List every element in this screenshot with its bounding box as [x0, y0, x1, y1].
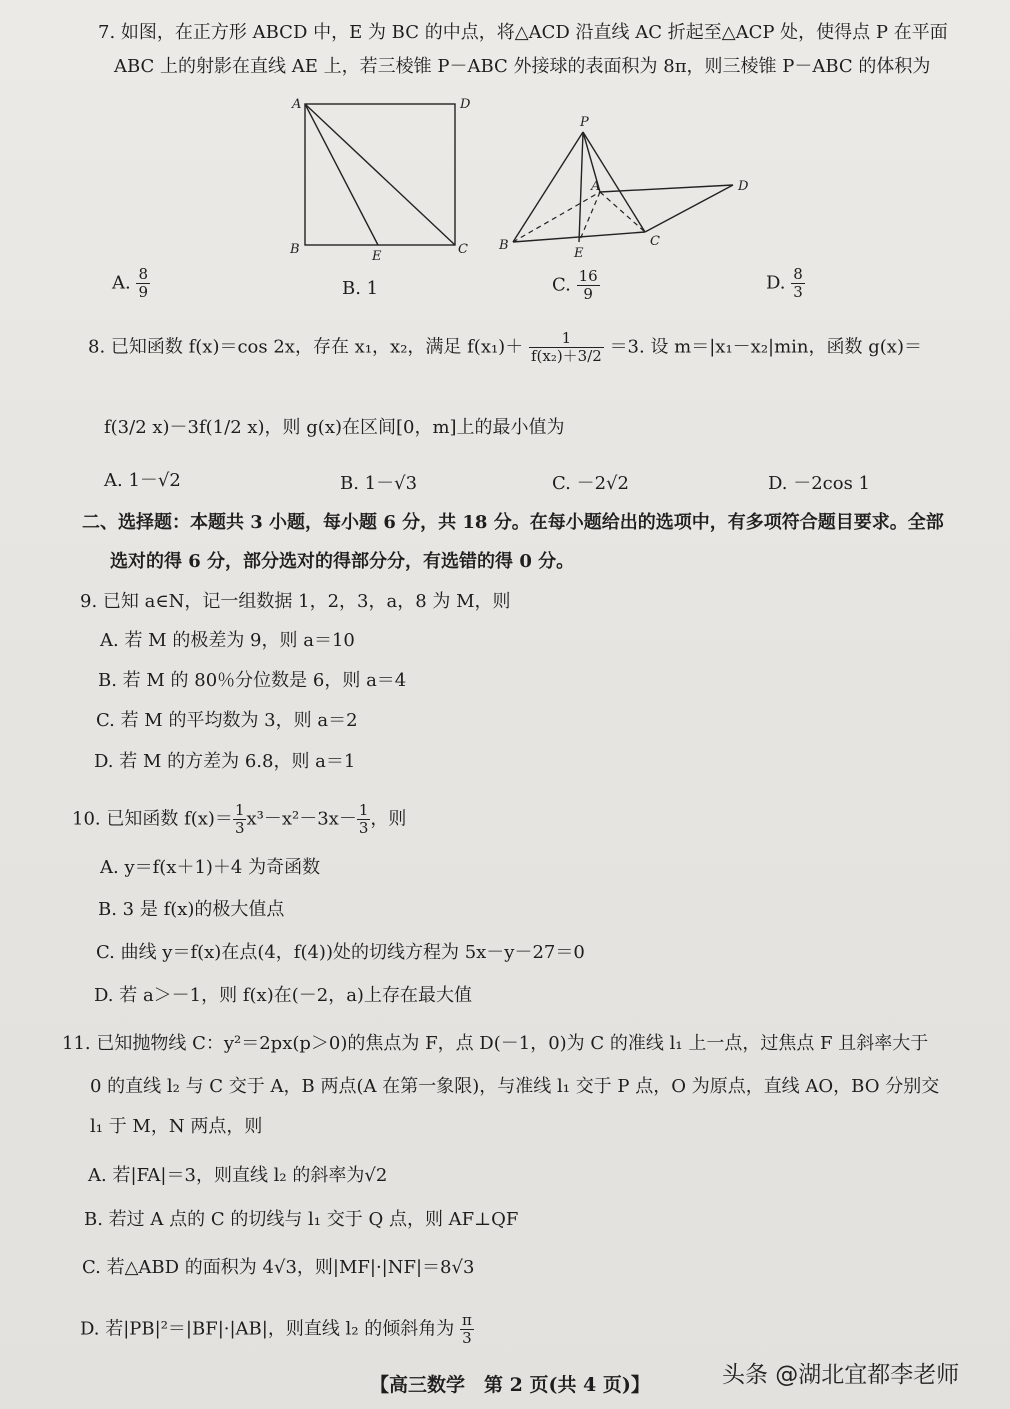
folded-figure — [495, 108, 765, 263]
q8-option-a[interactable]: A. 1－√2 — [104, 470, 181, 491]
label-e2: E — [574, 246, 584, 261]
q9-option-d[interactable]: D. 若 M 的方差为 6.8，则 a＝1 — [94, 751, 356, 772]
q10-option-c[interactable]: C. 曲线 y＝f(x)在点(4，f(4))处的切线方程为 5x－y－27＝0 — [96, 942, 585, 963]
label-c: C — [458, 242, 468, 257]
q10-option-d[interactable]: D. 若 a＞－1，则 f(x)在(－2，a)上存在最大值 — [94, 985, 472, 1006]
q11-line3: l₁ 于 M，N 两点，则 — [90, 1116, 263, 1137]
q7-option-a[interactable]: A. $\frac{8}{9}$ — [112, 265, 149, 301]
q9-option-c[interactable]: C. 若 M 的平均数为 3，则 a＝2 — [96, 710, 358, 731]
q7-option-d[interactable]: D. $\frac{8}{3}$ — [766, 265, 803, 301]
watermark: 头条 @湖北宜都李老师 — [722, 1362, 960, 1388]
q8-option-d[interactable]: D. －2cos 1 — [768, 473, 871, 494]
label-e: E — [372, 249, 382, 262]
section2-heading: 二、选择题：本题共 3 小题，每小题 6 分，共 18 分。在每小题给出的选项中，有多项符合题目要求。全部 — [82, 512, 944, 533]
q7-line1: 7. 如图，在正方形 ABCD 中，E 为 BC 的中点，将△ACD 沿直线 AC 折起至△ACP 处，使得点 P 在平面 — [98, 22, 948, 43]
label-p: P — [580, 115, 589, 130]
label-a2: A — [591, 179, 601, 194]
q9-option-b[interactable]: B. 若 M 的 80％分位数是 6，则 a＝4 — [98, 670, 407, 691]
q10-option-a[interactable]: A. y＝f(x＋1)＋4 为奇函数 — [100, 857, 321, 878]
q8-line1: 8. 已知函数 f(x)＝cos 2x，存在 x₁，x₂，满足 f(x₁)＋ $\frac{1}{\text{f(x₂)＋3/2}}$ ＝3. 设 m＝|x₁－x₂|min，函数 g(x)＝ — [88, 329, 922, 365]
q11-option-a[interactable]: A. 若|FA|＝3，则直线 l₂ 的斜率为√2 — [88, 1165, 388, 1186]
q11-line2: 0 的直线 l₂ 与 C 交于 A，B 两点(A 在第一象限)，与准线 l₁ 交于 P 点，O 为原点，直线 AO，BO 分别交 — [90, 1076, 940, 1097]
q11-line1: 11. 已知抛物线 C：y²＝2px(p＞0)的焦点为 F，点 D(－1，0)为 C 的准线 l₁ 上一点，过焦点 F 且斜率大于 — [62, 1033, 929, 1054]
q7-option-c[interactable]: C. $\frac{16}{9}$ — [552, 267, 598, 303]
square-figure — [280, 90, 480, 262]
edge-ae-dashed — [579, 192, 600, 242]
label-b: B — [290, 242, 300, 257]
edge-ad — [600, 185, 733, 192]
edge-ba-dashed — [513, 192, 600, 242]
q7-option-b[interactable]: B. 1 — [342, 278, 379, 299]
segment-ae — [305, 104, 378, 245]
diagonal-ac — [305, 104, 455, 245]
q7-line2: ABC 上的射影在直线 AE 上，若三棱锥 P－ABC 外接球的表面积为 8π，则三棱锥 P－ABC 的体积为 — [114, 56, 931, 77]
label-b2: B — [499, 238, 509, 253]
q9-stem: 9. 已知 a∈N，记一组数据 1，2，3，a，8 为 M，则 — [80, 591, 511, 612]
q8-option-b[interactable]: B. 1－√3 — [340, 473, 418, 494]
q8-line2: f(3/2 x)－3f(1/2 x)，则 g(x)在区间[0，m]上的最小值为 — [104, 417, 565, 438]
section2-instructions: 选对的得 6 分，部分选对的得部分分，有选错的得 0 分。 — [110, 551, 575, 572]
q11-option-d[interactable]: D. 若|PB|²＝|BF|·|AB|，则直线 l₂ 的倾斜角为 $\frac{\pi}{3}$ — [80, 1311, 472, 1347]
label-d: D — [460, 97, 471, 112]
edge-ac-dashed — [600, 192, 645, 232]
edge-bp — [513, 132, 583, 242]
q8-option-c[interactable]: C. －2√2 — [552, 473, 629, 494]
label-d2: D — [738, 179, 749, 194]
q10-stem: 10. 已知函数 f(x)＝ $\frac{1}{3}$ x³－x²－3x－ $\frac{1}{3}$ ，则 — [72, 801, 407, 837]
label-a: A — [292, 97, 302, 112]
q10-option-b[interactable]: B. 3 是 f(x)的极大值点 — [98, 899, 285, 920]
q9-option-a[interactable]: A. 若 M 的极差为 9，则 a＝10 — [100, 630, 355, 651]
edge-cd — [645, 185, 733, 232]
page-footer: 【高三数学 第 2 页(共 4 页)】 — [370, 1374, 650, 1396]
label-c2: C — [650, 234, 660, 249]
q11-option-b[interactable]: B. 若过 A 点的 C 的切线与 l₁ 交于 Q 点，则 AF⊥QF — [84, 1209, 519, 1230]
edge-pe — [579, 132, 583, 242]
q11-option-c[interactable]: C. 若△ABD 的面积为 4√3，则|MF|·|NF|＝8√3 — [82, 1257, 475, 1278]
